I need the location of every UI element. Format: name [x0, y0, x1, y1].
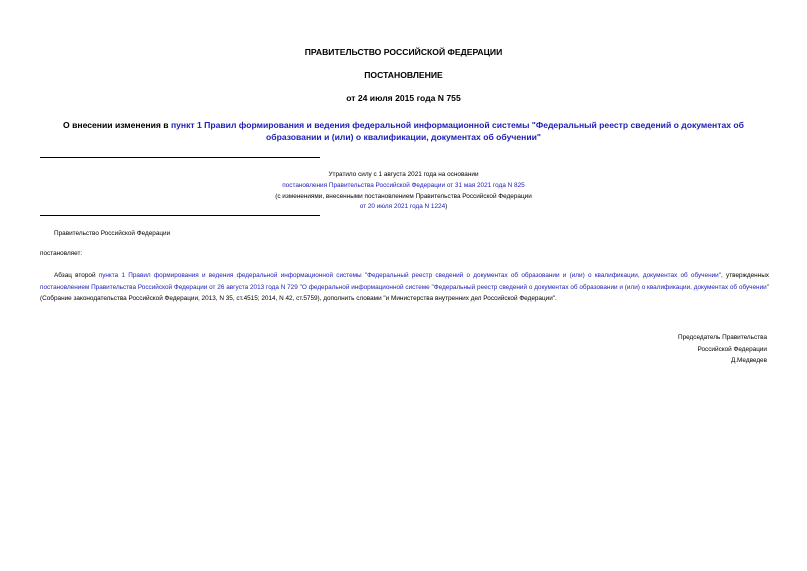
para-link-729[interactable]: постановлением Правительства Российской Федерации от 26 августа 2013 года N 729 "О федеральной информационной системе "Федеральный реестр сведений о документах об образовании и (или) о квалификации, документах об обучении" [40, 283, 769, 291]
lapsed-note [200, 170, 607, 213]
document-title [40, 120, 767, 143]
divider-bottom [40, 215, 320, 216]
document-date: от 24 июля 2015 года N 755 [346, 93, 461, 103]
para-end: (Собрание законодательства Российской Федерации, 2013, N 35, ст.4515; 2014, N 42, ст.5759), дополнить словами "и Министерства внутренних дел Российской Федерации". [40, 295, 557, 303]
signature-block [678, 332, 767, 367]
government-line: Правительство Российской Федерации [54, 230, 171, 237]
lapsed-closing-paren: ) [445, 203, 448, 211]
lapsed-link-825[interactable]: постановления Правительства Российской Федерации от 31 мая 2021 года N 825 [282, 181, 525, 189]
para-mid: , утвержденных [721, 272, 769, 279]
document-type: ПОСТАНОВЛЕНИЕ [364, 70, 443, 80]
para-link-rules[interactable]: пункта 1 Правил формирования и ведения федеральной информационной системы "Федеральный реестр сведений о документах об образовании и (или) о квалификации, документах об обучении" [98, 272, 722, 279]
resolves-line: постановляет: [40, 250, 83, 257]
lapsed-link-1224[interactable]: от 20 июля 2021 года N 1224 [359, 203, 446, 211]
lapsed-line-3: (с изменениями, внесенными постановлением Правительства Российской Федерации [275, 192, 532, 200]
signature-line-1: Председатель Правительства [678, 334, 767, 341]
lapsed-line-1: Утратило силу с 1 августа 2021 года на основании [328, 171, 479, 178]
main-paragraph [40, 270, 769, 305]
para-start: Абзац второй [54, 272, 99, 279]
government-header: ПРАВИТЕЛЬСТВО РОССИЙСКОЙ ФЕДЕРАЦИИ [304, 47, 503, 57]
divider-top [40, 157, 320, 158]
signature-line-2: Российской Федерации [697, 345, 767, 353]
title-prefix: О внесении изменения в [63, 120, 171, 130]
signature-name: Д.Медведев [730, 357, 767, 364]
title-link[interactable]: пункт 1 Правил формирования и ведения федеральной информационной системы "Федеральный реестр сведений о документах об образовании и (или) о квалификации, документах об обучении" [170, 120, 744, 142]
